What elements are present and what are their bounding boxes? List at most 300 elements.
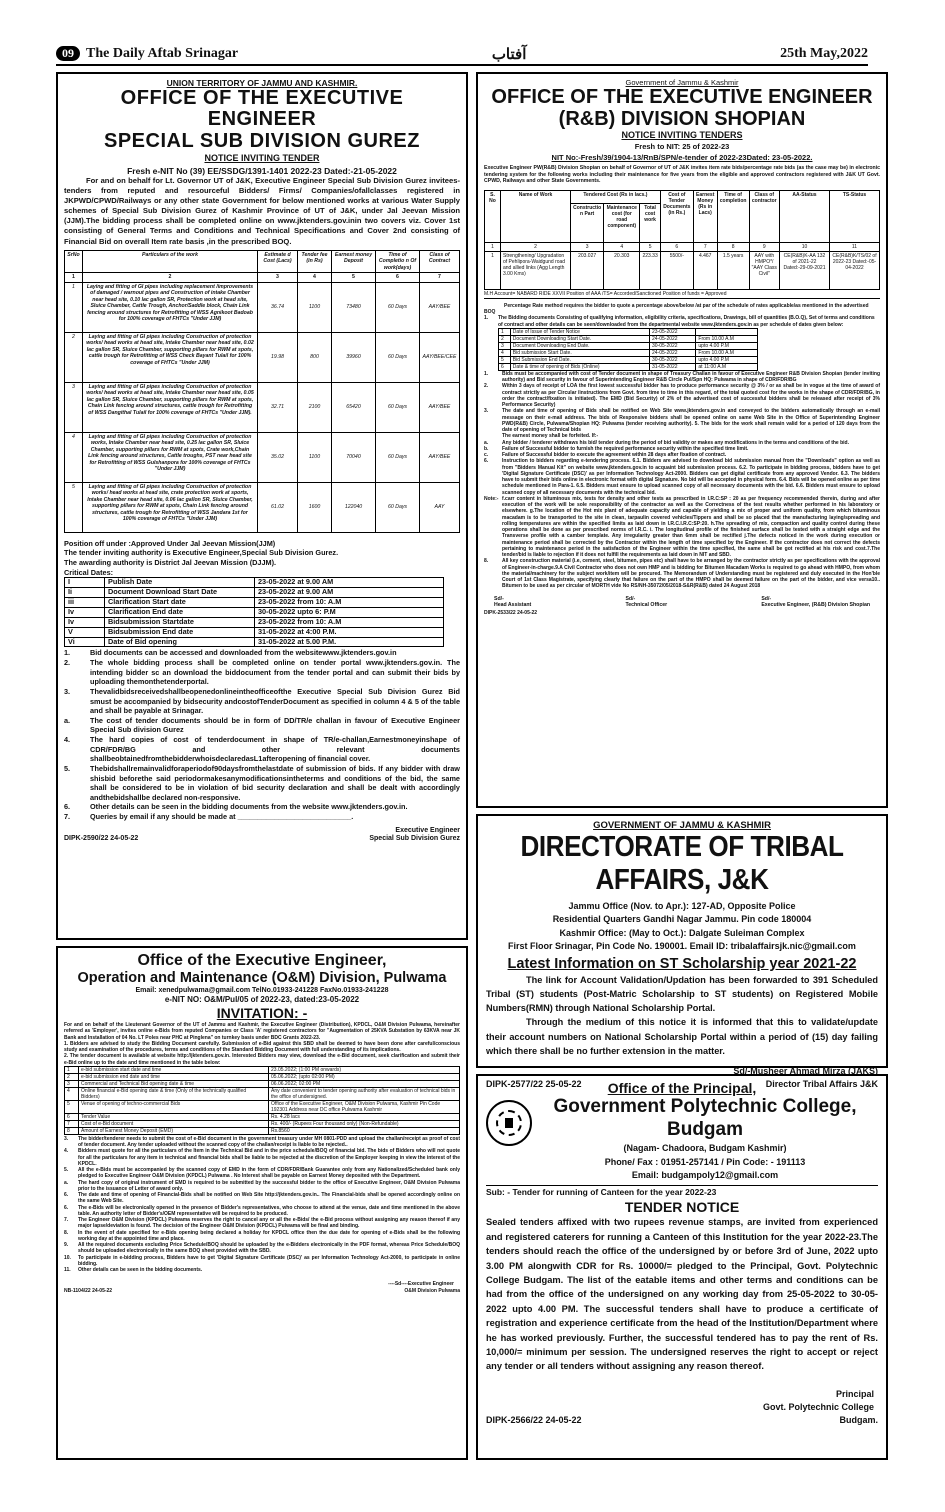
signature-sd: Sd/-: [761, 595, 772, 602]
cell: 20.303: [604, 251, 640, 289]
cell: e-bid submission end date and time: [79, 1073, 269, 1080]
gurez-critical-dates-heading: Critical Dates:: [64, 567, 114, 577]
item-number: 5.: [64, 763, 71, 773]
list-item: [484, 458, 880, 496]
cell: 203.027: [571, 251, 604, 289]
signature-block: [761, 596, 870, 608]
tribal-para-1: The link for Account Validation/Updation has been forwarded to 391 Scheduled Tribal (ST) students (Post-Matric Scholarship to ST students) on Registered Mobile Numbers(RMN) through National Scholarship Portal.: [486, 974, 878, 1014]
item-text: Within 3 days of receipt of LOA the first lowest successful bidder has to produce performance security @ 3% / or as shall be in vogue at the time of award of contract strictly as per Circular /instructions from Govt. from time to time in this regard, of the total quoted cost for the works in the shape of CDR/FDR/BG, in order the contract/fixation is initiated). The EMD (Bid Security) of 2% of the advertised cost of successful bidders shall be released after receipt of 3% Performance Security): [502, 383, 880, 408]
cell: Vi: [65, 637, 105, 647]
cell: Strengthening/ Upgradation of Pehlipora-Waidgund road and allied links (Agg Length 3.00 Kms): [501, 251, 571, 289]
cell: 5500/-: [660, 251, 693, 289]
list-item: [484, 496, 880, 559]
signature-block: [494, 596, 531, 608]
cell: 4: [65, 1087, 79, 1100]
cell: 23-05-2022 from 10: A.M: [255, 617, 444, 627]
gurez-ut: UNION TERRITORY OF JAMMU AND KASHMIR.: [166, 78, 358, 88]
gurez-col-header: Particulars of the work: [83, 250, 258, 273]
item-text: Bid documents can be accessed and downloaded from the websitewww.jktenders.gov.in: [90, 648, 397, 658]
tribal-addr-2: Residential Quarters Gandhi Nagar Jammu. Pin code 180004: [552, 914, 812, 925]
table-row: [499, 349, 758, 356]
table-row: [499, 356, 758, 363]
cell: Clarification End date: [105, 607, 255, 617]
shopian-tender-ad: [476, 72, 888, 808]
item-number: 3.: [484, 408, 489, 415]
cell: 65420: [332, 382, 376, 432]
tribal-title: DIRECTORATE OF TRIBAL AFFAIRS, J&K: [520, 831, 844, 897]
cell: e-bid submission start date and time: [79, 1066, 269, 1073]
item-text: The date and time of opening of Bids shall be notified on Web Site www.jktenders.gov.in and conveyed to the bidders automatically through an e-mail message on their e-mail address. The bids of Responsive bidders shall be opened online on same Web Site in the Office of Superintending Engineer PWD(R&B) Circle, Pulwama/Shopian HQ: Pulwama (tender receiving authority). 5. The bids for the work shall remain valid for a period of 120 days from the date of opening of Technical bids: [502, 408, 880, 433]
cell: 3: [65, 382, 83, 432]
item-number: 1.: [484, 370, 489, 377]
cell: upto 4.00 P.M: [696, 342, 758, 349]
cell: AAY/BEE: [420, 432, 460, 482]
gurez-col-header: Earnest money Deposit: [332, 250, 376, 273]
paper-name: The Daily Aftab Srinagar: [86, 46, 239, 61]
shopian-nit: NIT No:-Fresh/39/1904-13/RnB/SPN/e-tender of 2022-23Dated: 23-05-2022.: [551, 153, 813, 162]
col-tendered: Tendered Cost (Rs in lacs.): [571, 190, 661, 203]
item-number: 6.: [64, 802, 71, 812]
cell: Office of the Executive Engineer, O&M Division Pulwama, Kashmir Pin Code 192301 Address near DC office Pulwama Kashmir: [269, 1100, 460, 1113]
cell: Laying and fitting of GI pipes including Construction of protection works/ head works at head site, Intake Chamber near head site, 0.02 lac gallon SR, Sluice Chamber, supporting pillars for RWM at spots, cattle trough for Retrofitting of WSS Check Bayant Tulail for 100% coverage of FHTCs "Under JJM): [83, 332, 258, 382]
list-item: [64, 648, 460, 658]
col-tender-doc: Cost of Tender Documents (in Rs.): [660, 190, 693, 242]
cell: 2100: [298, 382, 332, 432]
item-text: All key construction material (i.e, cement, steel, bitumen, pipes etc) shall have to be arranged by the contractor strictly as per specifications with the approval of Engineer-in-charge.9.A Civil Contractor who does not own HMP and is bidding for Bitumen Macadam Works is required to go ahead with HMPO, from whom the material/machinery for the subject work/item will be procured. The Memorandum of Understanding must be registered and duly executed in the Hon'ble Court of 1st Class Magistrate, specifying clearly that failure on the part of the HMPO shall be deemed failure on the part of the bidder, and vice versa10.. Bitumen to be used as per circular of MORTH vide No RS/NH-35072/05/2018-S&R(R&B) dated 24 August 2018: [502, 558, 880, 590]
col-name: Name of Work: [501, 190, 571, 242]
table-row: [65, 617, 444, 627]
pulwama-dipk: NB-1104/22 24-05-22: [64, 1287, 113, 1294]
gurez-title-2: SPECIAL SUB DIVISION GUREZ: [103, 130, 420, 152]
table-row: [65, 627, 444, 637]
cell: 800: [298, 332, 332, 382]
table-row: [65, 1066, 460, 1073]
cell: 39960: [332, 332, 376, 382]
cell: Rs. 4.28 lacs: [269, 1113, 460, 1120]
gurez-tender-ad: [56, 72, 468, 940]
table-row: [65, 1113, 460, 1120]
item-text: Thevalidbidsreceivedshallbeopenedonlineintheofficeofthe Executive Special Sub Division Gurez Bid smust be accompanied by bidsecurity andcostofTenderDocument as specified in column 4 & 5 of the table and shall be payable at Srinagar.: [90, 686, 460, 716]
col-number: 3: [258, 273, 298, 283]
masthead: [56, 46, 238, 62]
gurez-sign-2: Special Sub Division Gurez: [369, 834, 460, 842]
shopian-notice: NOTICE INVITING TENDERS: [621, 130, 743, 140]
table-row: [65, 588, 444, 598]
cell: Iv: [65, 607, 105, 617]
col-ts: TS-Status: [830, 190, 880, 242]
item-text: The whole bidding process shall be completed online on tender portal www.jktenders.gov.in. The intending bidder sc an download the biddocument from the tender portal and can submit their bids by uploading themonthetenderportal.: [90, 658, 460, 687]
cell: 23-05-2022: [649, 328, 695, 335]
col-number: 2: [83, 273, 258, 283]
signature-sd: Sd/-: [625, 595, 636, 602]
shopian-p1: The Bidding documents Consisting of qualifying information, eligibility criteria, specifications, Drawings, bill of quantities (B.O.Q), Set of terms and conditions of contract and other details can be seen/downloaded from the departmental website www.jktenders.gov.in as per schedule of dates given below:: [498, 315, 875, 328]
cell: 3: [65, 1080, 79, 1087]
polytechnic-tender-ad: [476, 1074, 888, 1460]
tribal-addr-3: Kashmir Office: (May to Oct.): Dalgate Suleiman Complex: [559, 927, 805, 938]
table-row: [65, 597, 444, 607]
cell: upto 4.00 P.M: [696, 356, 758, 363]
cell: 2: [499, 335, 511, 342]
cell: Online financial e-Bid opening date & time (Only of the technically qualified Bidders): [79, 1087, 269, 1100]
item-number: Note:-: [484, 495, 499, 502]
col-construction: Constructio n Part: [571, 203, 604, 242]
col-number: 5: [640, 242, 661, 251]
col-emd: Earnest Money (Rs in Lacs): [693, 190, 717, 242]
list-item: [64, 1192, 460, 1205]
table-row: [65, 282, 460, 332]
table-row: [65, 1073, 460, 1080]
cell: Tender Value: [79, 1113, 269, 1120]
cell: Bid Submission End Date.: [510, 356, 649, 363]
item-text: Other details can be seen in the bidding documents.: [78, 1267, 203, 1274]
gurez-awarding-authority: The awarding authority is District Jal Jeevan Mission (DJJM).: [64, 557, 277, 567]
signature-sd: Sd/-: [494, 595, 504, 602]
shopian-gov: Government of Jammu & Kashmir: [625, 78, 739, 87]
pulwama-intro: For and on behalf of the Lieutenant Governor of the UT of Jammu and Kashmir, the Executive Engineer (Distribution), KPDCL, O&M Division Pulwama, hereinafter referred as 'Employer', invites online e-Bids from reputed Companies or Class 'A' registered contractors for "Augmentation of 25KVA Substation by 63KVA near JK Bank and Installation of 04 No. LT Poles near PHC at Pinglena" on turnkey basis under BDC Grants 2022-23.: [64, 1022, 460, 1041]
poly-dipk: DIPK-2566/22 24-05-22: [486, 1414, 582, 1425]
cell: 31-05-2022: [649, 363, 695, 370]
gurez-col-header: Time of Completio n Of work(days): [376, 250, 420, 273]
cell: From 10.00 A.M: [696, 349, 758, 356]
tribal-dipk: DIPK-2577/22 25-05-22: [486, 1079, 582, 1090]
poly-address: (Nagam- Chadoora, Budgam Kashmir): [623, 1142, 787, 1153]
list-item: [64, 1255, 460, 1268]
cell: Document Downloading Start Date.: [510, 335, 649, 342]
shopian-works-table: [484, 190, 880, 290]
table-row: [65, 1120, 460, 1127]
col-aa: AA-Status: [780, 190, 830, 242]
cell: 32.71: [258, 382, 298, 432]
col-number: 4: [298, 273, 332, 283]
cell: 24-05-2022: [649, 335, 695, 342]
item-text: The hard copy of original instrument of EMD is required to be submitted by the successful bidder to the office of Executive Engineer, O&M Division Pulwama prior to the issuance of Letter of award only.: [78, 1179, 460, 1192]
shopian-title-1: OFFICE OF THE EXECUTIVE ENGINEER: [491, 86, 873, 108]
tribal-para-2: Through the medium of this notice it is informed that this to validate/update their account numbers on National Scholarship Portal within a period of (15) day failing which there shall be no further extension in the matter.: [486, 1017, 878, 1056]
cell: Bid submission Start Date.: [510, 349, 649, 356]
cell: 4.467: [693, 251, 717, 289]
item-number: 6.: [64, 1192, 69, 1199]
poly-sign-1: Principal: [835, 1388, 874, 1399]
shopian-title-2: (R&B) DIVISION SHOPIAN: [558, 108, 806, 130]
cell: at 11:00 A.M: [696, 363, 758, 370]
cell: 23-05-2022 from 10: A.M: [255, 597, 444, 607]
cell: Date of Issue of Tender Notice: [510, 328, 649, 335]
list-item: [64, 764, 460, 803]
cell: Iv: [65, 617, 105, 627]
item-number: b.: [484, 445, 489, 452]
item-text: Bids must be accompanied with cost of Tender document in shape of Treasury Challan in favour of Executive Engineer R&B Division Shopian (tender inviting authority) and Bid security in favour of Superintending Engineer R&B Circle Pul/Spn HQ: Pulwama in shape of CDR/FDR/BG: [502, 370, 880, 383]
pulwama-tender-ad: [56, 946, 468, 1460]
poly-email: Email: budgampoly12@gmail.com: [631, 1170, 779, 1181]
item-text: The cost of tender documents should be in form of DD/TR/e challan in favour of Executive Engineer Special Sub division Gurez: [90, 715, 460, 735]
list-item: [484, 408, 880, 433]
gurez-col-header: SrNo: [65, 250, 83, 273]
table-row: [65, 607, 444, 617]
item-text: Bidders must quote for all the particulars of the Item in the Technical Bid and in the price schedule/BOQ of financial bid. The bids of Bidders who will not quote for all the particulars for any item in technical and financial bids shall be liable to be rejected at the discretion of the Employer keeping in view the interest of the KPDCL.: [78, 1148, 460, 1167]
col-number: 11: [830, 242, 880, 251]
cell: 23-05-2022 at 9.00 AM: [255, 578, 444, 588]
cell: 60 Days: [376, 282, 420, 332]
issue-date: 25th May,2022: [780, 46, 868, 61]
cell: 1100: [298, 282, 332, 332]
cell: 31-05-2022 at 4:00 P.M.: [255, 627, 444, 637]
pulwama-schedule-table: [64, 1066, 460, 1135]
tribal-addr-4: First Floor Srinagar, Pin Code No. 190001. Email ID: tribalaffairsjk.nic@gmail.com: [508, 941, 856, 952]
col-class: Class of contractor: [749, 190, 779, 242]
cell: 5: [65, 482, 83, 532]
cell: 23-05-2022 at 9.00 AM: [255, 588, 444, 598]
tribal-sign: Sd/-Musheer Ahmad Mirza (JAKS): [733, 1066, 878, 1077]
tribal-desig: Director Tribal Affairs J&K: [765, 1079, 878, 1090]
item-text: f.carr content in bituminous mix, tests for density and other tests as prescribed in I.R.C:SP : 20 as per frequency recommended therein, during and after execution of the work will be sole responsibility of the contractor as well as the Correctness of the test results whether performed in his laboratory or elsewhere. g.The location of the Hot mix plant of adequate capacity and capable of yielding a mix of proper and uniform quality, from which bituminous macadam is to be transported to the site in clean, tarpaulin covered vehicles/Tippers and shall be so placed that the manufacturing laying/spreading and rolling temperatures are within the specified limits as laid down in I.R.C.I.R.C:SP:20. h.The spreading of mix, compaction and quality control during these operations shall be done as per prescribed norms of I.R.C. i. The longitudinal profile of the finished surface shall be tested with a straight edge and the Transverse profile with a camber template. Any irregularity greater than 6mm shall be rectified j.The defects noticed in the work during execution or maintenance period shall be corrected by the Contractor within the length of time specified by the Engineer. If the contractor does not correct the defects pertaining to maintenance period in the satisfaction of the Engineer within the time specified, the same shall be got rectified at his risk and cost.7.The tender/bid is liable to rejection if it does not fulfill the requirements as laid down in NIT and SBD.: [502, 495, 880, 558]
col-number: 1: [485, 242, 501, 251]
item-text: Other details can be seen in the bidding documents from the website www.jktenders.gov.in.: [90, 802, 408, 812]
cell: Document Download Start Date: [105, 588, 255, 598]
cell: Laying and fitting of GI pipes including Construction of protection works/ head works at head site, Intake Chamber near head site, 0.05 lac gallon SR, Sluice Chamber, supporting pillars for RWM at spots, Chain Link fencing around structures, cattle trough for Retrofitting of WSS Dangithal Tulail for 100% coverage of FHTCs "Under JJM).: [83, 382, 258, 432]
cell: AAY: [420, 482, 460, 532]
cell: 30-05-2022 upto 6: P.M: [255, 607, 444, 617]
item-text: The earnest money shall be forfeited. If:-: [502, 433, 599, 440]
cell: Date of Bid opening: [105, 637, 255, 647]
item-number: 7.: [64, 812, 71, 822]
signature-title: Technical Officer: [625, 601, 668, 608]
item-number: a.: [484, 439, 489, 446]
table-row: [65, 1087, 460, 1100]
item-number: 6.: [484, 458, 489, 465]
cell: Laying and fitting of GI pipes including Construction of protection works, Intake Chamber near head site, 0.25 lac gallon SR, Sluice Chamber, supporting pillars for RWM at spots, Crate work,Chain Link fencing around structures, Cattle troughs, PST near head site for Retrofitting of WSS Gulshanpora for 100% coverage of FHTCs "Under JJM): [83, 432, 258, 482]
item-text: The hard copies of cost of tenderdocument in shape of TR/e-challan,Earnestmoneyinshape of CDR/FDR/BG and other relevant documents shallbeobtainedfromthebidderwhoisdeclaredasL1afteropening of financial cover.: [90, 735, 460, 764]
cell: [696, 328, 758, 335]
col-number: 4: [604, 242, 640, 251]
tribal-gov: GOVERNMENT OF JAMMU & KASHMIR: [593, 820, 771, 831]
item-text: In the event of date specified for e-Bids opening being declared a holiday for KPDCL office then the due date for opening of e-Bids shall be the following working day at the appointed time and place.: [78, 1229, 460, 1242]
col-number: 8: [717, 242, 749, 251]
list-item: [64, 802, 460, 812]
cell: 06.06.2022; 02:00 PM: [269, 1080, 460, 1087]
item-number: 4.: [64, 1148, 69, 1155]
tribal-addr-1: Jammu Office (Nov. to Apr.): 127-AD, Opposite Police: [568, 900, 796, 911]
pulwama-sign-1: ----Sd----Executive Engineer: [388, 1281, 454, 1288]
gurez-sign-1: Executive Engineer: [395, 826, 460, 834]
col-number: 7: [420, 273, 460, 283]
cell: 122040: [332, 482, 376, 532]
cell: 2: [65, 1073, 79, 1080]
cell: Laying and fitting of GI pipes including Construction of protection works/ head works at head site, crate protection work at sports, Intake Chamber near head site, 0.06 lac gallon SR, Sluice Chamber, supporting pillars for RWM at spots, Chain Link fencing around structures, cattle trough for Retrofitting of WSS Jandara 1st for 100% coverage of FHTCs "Under JJM): [83, 482, 258, 532]
tribal-heading: Latest Information on ST Scholarship year 2021-22: [507, 955, 857, 972]
cell: Rs. 400/- (Rupees Four thousand only) (Non-Refundable): [269, 1120, 460, 1127]
cell: Amount of Earnest Money Deposit (EMD): [79, 1127, 269, 1134]
cell: Document Downloading End Date.: [510, 342, 649, 349]
col-number: 10: [780, 242, 830, 251]
list-item: [484, 558, 880, 589]
cell: AAY/BEE: [420, 382, 460, 432]
col-number: 2: [501, 242, 571, 251]
cell: I: [65, 578, 105, 588]
item-number: 9.: [64, 1242, 69, 1249]
item-text: Failure of Successful bidder to execute the agreement within 28 days after fixation of contract.: [502, 452, 727, 458]
pulwama-sign-2: O&M Division Pulwama: [404, 1287, 460, 1294]
poly-title: Government Polytechnic College, Budgam: [553, 1096, 857, 1140]
pulwama-invitation: INVITATION: -: [216, 1005, 308, 1022]
item-number: c.: [484, 452, 489, 458]
cell: 4: [65, 432, 83, 482]
cell: 8: [65, 1127, 79, 1134]
pulwama-p2: 2. The tender document is available at website http://jktenders.gov.in. Interested Bidders may view, download the e-Bid document, seek clarification and submit their e-Bid online up to the date and time mentioned in the table below:: [64, 1053, 460, 1066]
col-total: Total cost work: [640, 203, 661, 242]
item-number: 4.: [64, 735, 71, 745]
col-sno: S. No: [485, 190, 501, 242]
item-text: All the e-Bids must be accompanied by the scanned copy of EMD in the form of CDR/FDR/Bank Guarantee only from any Nationalized/Scheduled bank only pledged to Executive Engineer O&M Division (KPDCL) Pulwama . No Interest shall be payable on Earnest Money deposited with the Department.: [78, 1167, 460, 1180]
col-number: 6: [376, 273, 420, 283]
cell: 1: [65, 282, 83, 332]
table-row: [65, 1127, 460, 1134]
poly-sign-2: Govt. Polytechnic College: [762, 1402, 874, 1413]
list-item: [64, 716, 460, 735]
cell: AAY with HMPO*/ "AAY Class Civil": [749, 251, 779, 289]
pulwama-p1: 1. Bidders are advised to study the Bidding Document carefully. Submission of e-Bid against this SBD shall be deemed to have been done after careful/conscious study and examination of the procedures, terms and conditions of the Standard Bidding Document with full understanding of its implications.: [64, 1040, 460, 1054]
shopian-intro: Executive Engineer PW(R&B) Division Shopian on behalf of Governor of UT of J&K invites item rate bids/percentage rate bids (as the case may be) in electronic tendering system for the following works including their maintenance for five years from the eligible and approved contractors registered with J&K UT Govt. CPWD, Railways and other State Governments.: [484, 165, 880, 184]
cell: 1: [485, 251, 501, 289]
list-item: [64, 687, 460, 716]
pulwama-nit: e-NIT NO: O&M/Pul/05 of 2022-23, dated:23-05-2022: [164, 995, 360, 1005]
item-number: 7.: [64, 1217, 69, 1224]
cell: Any date convenient to tender opening authority after evaluation of technical bids in the office of undersigned.: [269, 1087, 460, 1100]
poly-office: Office of the Principal,: [607, 1080, 757, 1096]
cell: 73480: [332, 282, 376, 332]
gurez-position: Position off under :Approved Under Jal Jeevan Mission(JJM): [64, 538, 276, 548]
item-number: 6.: [64, 1204, 69, 1211]
cell: 60 Days: [376, 432, 420, 482]
list-item: [484, 371, 880, 384]
table-row: [65, 1100, 460, 1113]
cell: 1100: [298, 432, 332, 482]
table-row: [65, 432, 460, 482]
cell: 5: [499, 356, 511, 363]
gurez-works-table: [64, 250, 460, 533]
cell: 1.5 years: [717, 251, 749, 289]
gurez-critical-dates-table: [64, 577, 444, 647]
cell: 70040: [332, 432, 376, 482]
cell: 31-05-2022 at 5.00 P.M.: [255, 637, 444, 647]
gurez-col-header: Estimate d Cost (Lacs): [258, 250, 298, 273]
cell: 36.74: [258, 282, 298, 332]
cell: CE(R&B)K-AA 132 of 2021-22 Dated:-29-09-2021: [780, 251, 830, 289]
item-number: 2.: [64, 658, 71, 668]
cell: Bidsubmission End date: [105, 627, 255, 637]
list-item: [64, 812, 460, 822]
item-number: 3.: [64, 686, 71, 696]
cell: 23.05.2022; (1:00 PM onwards): [269, 1066, 460, 1073]
cell: Ii: [65, 588, 105, 598]
table-row: [499, 363, 758, 370]
poly-phone: Phone/ Fax : 01951-257141 / Pin Code: - 191113: [604, 1156, 806, 1167]
gurez-inviting-authority: The tender inviting authority is Executive Engineer,Special Sub Division Gurez.: [64, 548, 339, 558]
signature-title: Head Assistant: [494, 601, 532, 608]
list-item: [64, 735, 460, 764]
table-row: [485, 251, 880, 289]
col-time: Time of completion: [717, 190, 749, 242]
list-item: [64, 1267, 460, 1273]
list-item: [64, 1242, 460, 1255]
item-text: Failure of Successful bidder to furnish the required performance security within the specified time limit.: [502, 445, 749, 452]
gurez-col-header: Class of Contract: [420, 250, 460, 273]
item-text: To participate in e-bidding process, Bidders have to get 'Digital Signature Certificate (DSC)' as per Information Technology Act-2000, to participate in online bidding.: [78, 1254, 460, 1267]
cell: 05.06.2022; (upto 02:00 PM): [269, 1073, 460, 1080]
cell: 7: [65, 1120, 79, 1127]
cell: V: [65, 627, 105, 637]
college-emblem-icon: [486, 1100, 532, 1146]
table-row: [65, 332, 460, 382]
cell: 223.33: [640, 251, 661, 289]
gurez-intro: For and on behalf for Lt. Governor UT of J&K, Executive Engineer Special Sub Division Gurez invitees-tenders from reputed and resourceful Bidders/ Firms/ Companies/ofallclasses registered in JKPWD/CPWD/Railways or any other state Government for below mentioned works at various Water Supply schemes of Special Sub Division Gurez of Kashmir Province of UT of J&K, under Jal Jeevan Mission (JJM).The bidding process shall be completed online on www.jktenders.gov.inin two covers viz. Cover 1st consisting of General Terms and Conditions and Technical Specifications and Cover 2nd consisting of Financial Bid on overall Item rate basis ,in the prescribed BOQ.: [64, 176, 460, 246]
item-text: Thebidshallremainvalidforaperiodof90daysfromthelastdate of submission of bids. If any bidder with draw shisbid beforethe said periodormakesanymodificationsintheterms and conditions of the bid, the same shall be considered to be in violation of bid security declaration and shall be dealt with accordingly andthebidshallbe declared non-responsive.: [90, 763, 460, 802]
page-number: 09: [56, 46, 80, 61]
col-number: 5: [332, 273, 376, 283]
item-text: The Engineer O&M Division (KPDCL) Pulwama reserves the right to cancel any or all the e-Bids/ the e-Bid process without assigning any reason thereof if any major lapse/deviation is found. The decision of the Engineer O&M Division (KPDCL) Pulwama will be final and binding.: [78, 1217, 460, 1230]
pulwama-title-2: Operation and Maintenance (O&M) Division, Pulwama: [77, 970, 447, 987]
paper-logo: آفتاب: [491, 46, 527, 63]
item-number: 2.: [484, 383, 489, 390]
gurez-dipk: DIPK-2590/22 24-05-22: [64, 834, 139, 842]
cell: 1: [65, 1066, 79, 1073]
shopian-table-footnote: M.H Account= NABARD RIDE XXVII Position of AAA /TS= Accorded/Sanctioned Position of funds = Approved: [484, 290, 880, 299]
list-item: [64, 658, 460, 687]
list-item: [64, 1217, 460, 1230]
pulwama-email: Email: xenedpulwama@gmail.com TelNo.01933-241228 FaxNo.01933-241228: [135, 987, 389, 995]
cell: 19.98: [258, 332, 298, 382]
cell: 30-05-2022: [649, 356, 695, 363]
col-number: 7: [693, 242, 717, 251]
cell: Rs.8560: [269, 1127, 460, 1134]
col-number: 1: [65, 273, 83, 283]
cell: 2: [65, 332, 83, 382]
list-item: [64, 1230, 460, 1243]
cell: Commercial and Technical Bid opening date & time: [79, 1080, 269, 1087]
list-item: [64, 1148, 460, 1167]
cell: 61.02: [258, 482, 298, 532]
cell: 1: [499, 328, 511, 335]
shopian-fresh: Fresh to NIT: 25 of 2022-23: [634, 142, 730, 151]
cell: 1600: [298, 482, 332, 532]
poly-subject: Sub: - Tender for running of Canteen for the year 2022-23: [486, 1185, 878, 1197]
cell: 6: [65, 1113, 79, 1120]
table-row: [65, 637, 444, 647]
cell: iii: [65, 597, 105, 607]
cell: AAY/BEE: [420, 282, 460, 332]
gurez-nit: Fresh e-NIT No (39) EE/SSDG/1391-1401 2022-23 Dated:-21-05-2022: [127, 166, 397, 176]
cell: Laying and fitting of GI pipes including replacement /improvements of damaged / warnout pipes and Construction of intake Chamber near head site, 0.10 lac gallon SR, Protection work at head site, Sluice Chamber, Cattle Trough, Anchor/Saddle block, Chain Link fencing around structures for Retrofitting of WSS Agnikoot Badoab for 100% coverage of FHTCs "Under JJM): [83, 282, 258, 332]
cell: Venue of opening of techno-commercial Bids: [79, 1100, 269, 1113]
cell: 60 Days: [376, 382, 420, 432]
shopian-p1-row: 1. The Bidding documents Consisting of qualifying information, eligibility criteria, specifications, Drawings, bill of quantities (B.O.Q), Set of terms and conditions of contract and other details can be seen/downloaded from the departmental website www.jktenders.gov.in as per schedule of dates given below:: [484, 315, 880, 328]
cell: 3: [499, 342, 511, 349]
item-number: 5.: [64, 1167, 69, 1174]
cell: 4: [499, 349, 511, 356]
item-number: 3.: [64, 1135, 69, 1142]
poly-sign-3: Budgam.: [839, 1414, 878, 1425]
cell: 35.02: [258, 432, 298, 482]
cell: Bidsubmission Startdate: [105, 617, 255, 627]
table-row: [65, 382, 460, 432]
shopian-dates-table: [498, 328, 758, 371]
item-text: All the required documents excluding Price Schedule/BOQ should be uploaded by the e-Bidders electronically in the PDF format, whereas Price Schedule/BOQ should be uploaded electronically in the same BOQ sheet provided with the SBD.: [78, 1242, 460, 1255]
cell: Date & time of opening of Bids (Online): [510, 363, 649, 370]
item-text: Any bidder / tenderer withdraws his bid/ tender during the period of bid validity or makes any modifications in the terms and conditions of the bid.: [502, 439, 849, 446]
cell: 30-05-2022: [649, 342, 695, 349]
list-item: [64, 1136, 460, 1149]
cell: Clarification Start date: [105, 597, 255, 607]
cell: 24-05-2022: [649, 349, 695, 356]
